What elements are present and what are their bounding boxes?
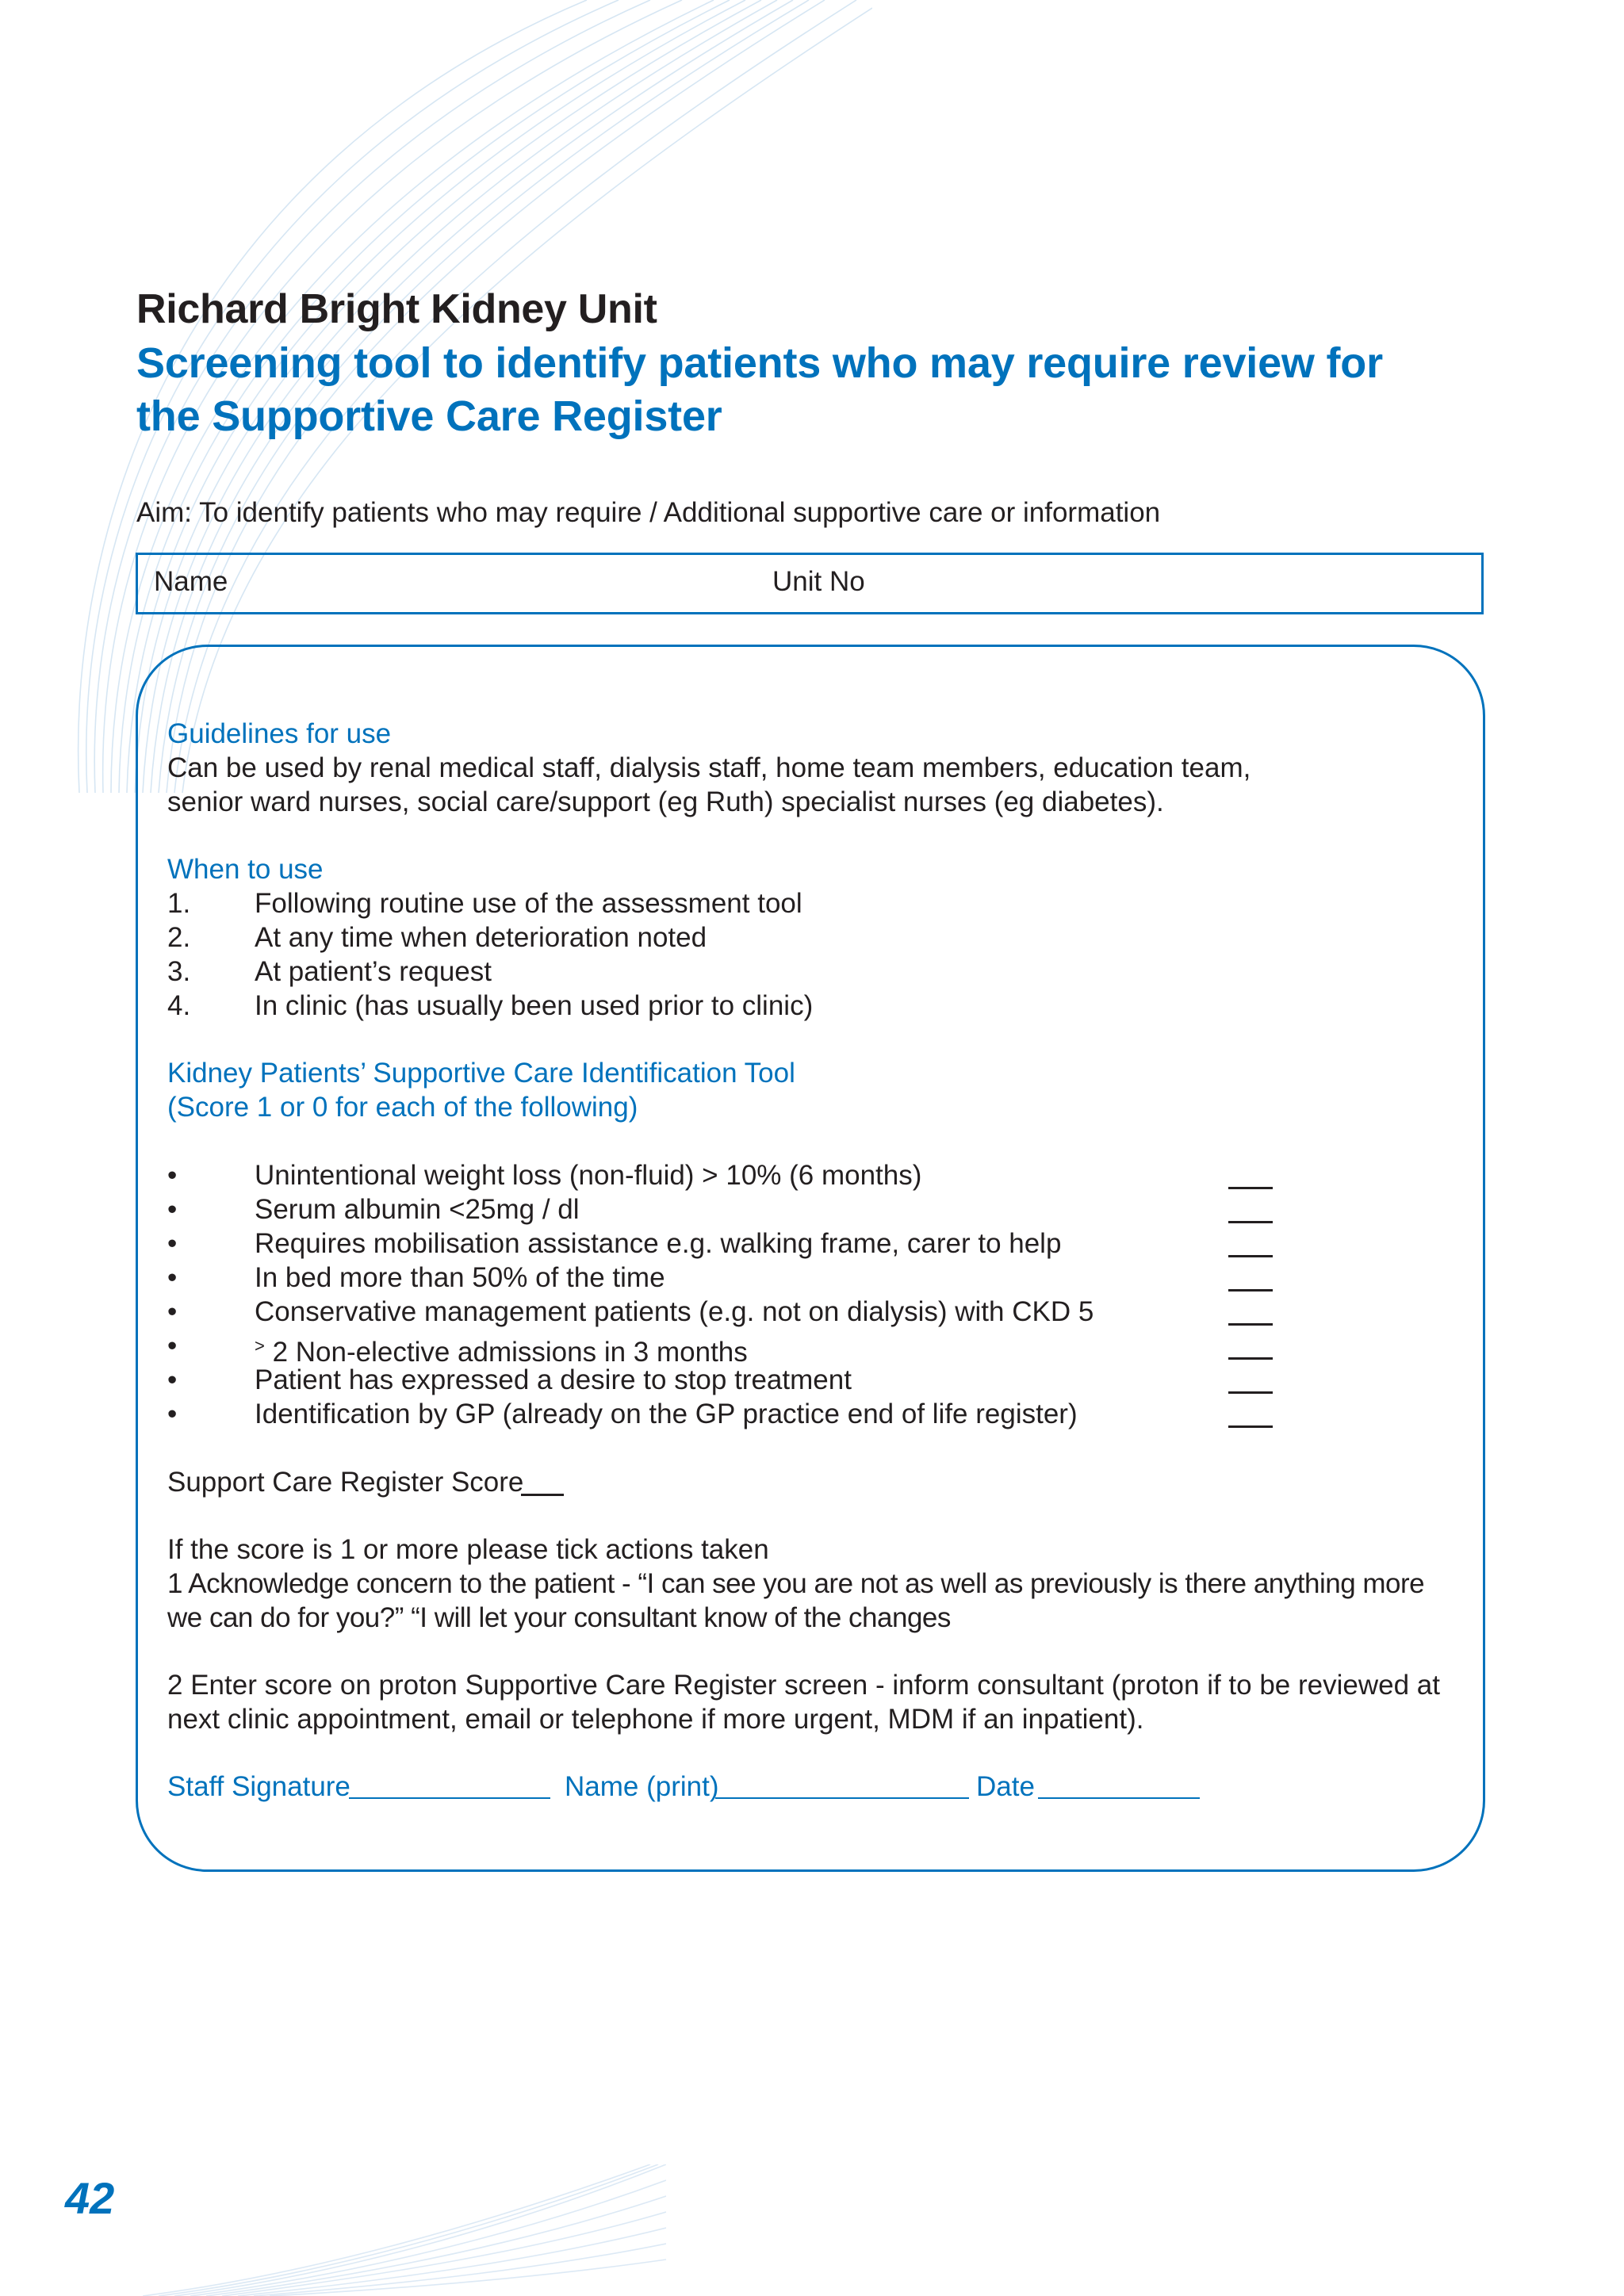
actions-intro: If the score is 1 or more please tick actions taken [167, 1534, 769, 1565]
action-1-text: we can do for you?” “I will let your consultant know of the changes [167, 1602, 951, 1633]
when-item-text: At patient’s request [255, 956, 492, 987]
guidelines-line: Can be used by renal medical staff, dialysis staff, home team members, education team, [167, 752, 1251, 783]
criterion-text: Unintentional weight loss (non-fluid) > 10% (6 months) [255, 1160, 922, 1191]
when-item-text: Following routine use of the assessment tool [255, 888, 802, 919]
date-line[interactable] [1038, 1797, 1200, 1799]
action-2-text: 2 Enter score on proton Supportive Care Register screen - inform consultant (proton if to be reviewed at [167, 1670, 1440, 1701]
criterion-score-blank[interactable] [1228, 1255, 1273, 1257]
guidelines-line: senior ward nurses, social care/support (eg Ruth) specialist nurses (eg diabetes). [167, 786, 1164, 817]
criterion-score-blank[interactable] [1228, 1425, 1273, 1428]
name-label: Name [154, 566, 228, 597]
criterion-bullet: • [167, 1228, 178, 1259]
criterion-bullet: • [167, 1364, 178, 1395]
score-blank[interactable] [521, 1494, 564, 1496]
action-2-text: next clinic appointment, email or telephone if more urgent, MDM if an inpatient). [167, 1704, 1144, 1735]
greater-than-symbol: > [255, 1336, 265, 1356]
criterion-text: Identification by GP (already on the GP practice end of life register) [255, 1399, 1078, 1429]
when-item-number: 3. [167, 956, 191, 987]
when-item-number: 2. [167, 922, 191, 953]
when-item-text: At any time when deterioration noted [255, 922, 707, 953]
score-label: Support Care Register Score [167, 1467, 524, 1498]
criterion-bullet: • [167, 1330, 178, 1361]
date-label: Date [976, 1771, 1035, 1802]
tool-title-line1: Screening tool to identify patients who may require review for [136, 339, 1383, 387]
criterion-text: Patient has expressed a desire to stop treatment [255, 1364, 852, 1395]
criterion-score-blank[interactable] [1228, 1221, 1273, 1223]
tool-title-line2: the Supportive Care Register [136, 392, 722, 440]
page-number: 42 [65, 2173, 115, 2223]
when-to-use-heading: When to use [167, 854, 324, 885]
criterion-score-blank[interactable] [1228, 1187, 1273, 1189]
tool-title [136, 337, 1524, 443]
criterion-score-blank[interactable] [1228, 1323, 1273, 1326]
unit-no-label: Unit No [772, 566, 865, 597]
criterion-bullet: • [167, 1296, 178, 1327]
criterion-bullet: • [167, 1160, 178, 1191]
criterion-score-blank[interactable] [1228, 1391, 1273, 1394]
criterion-bullet: • [167, 1262, 178, 1293]
criterion-text: Conservative management patients (e.g. not on dialysis) with CKD 5 [255, 1296, 1094, 1327]
when-item-text: In clinic (has usually been used prior to clinic) [255, 990, 814, 1021]
decorative-swirl-bottom [143, 2164, 666, 2296]
criterion-text: In bed more than 50% of the time [255, 1262, 665, 1293]
patient-id-box[interactable] [136, 553, 1484, 614]
staff-signature-label: Staff Signature [167, 1771, 350, 1802]
criterion-bullet: • [167, 1194, 178, 1225]
name-print-line[interactable] [715, 1797, 969, 1799]
criterion-score-blank[interactable] [1228, 1357, 1273, 1360]
unit-title: Richard Bright Kidney Unit [136, 286, 657, 332]
guidelines-heading: Guidelines for use [167, 718, 392, 749]
criterion-text-body: 2 Non-elective admissions in 3 months [272, 1337, 748, 1368]
staff-signature-line[interactable] [349, 1797, 550, 1799]
name-print-label: Name (print) [565, 1771, 719, 1802]
action-1-text: 1 Acknowledge concern to the patient - “I can see you are not as well as previously is there anything more [167, 1568, 1425, 1599]
when-item-number: 4. [167, 990, 191, 1021]
criterion-text: Serum albumin <25mg / dl [255, 1194, 580, 1225]
criterion-text: Requires mobilisation assistance e.g. walking frame, carer to help [255, 1228, 1062, 1259]
tool-subheading: (Score 1 or 0 for each of the following) [167, 1092, 638, 1123]
criterion-bullet: • [167, 1399, 178, 1429]
aim-statement: Aim: To identify patients who may require / Additional supportive care or information [136, 497, 1161, 528]
tool-heading: Kidney Patients’ Supportive Care Identification Tool [167, 1058, 795, 1089]
criterion-score-blank[interactable] [1228, 1289, 1273, 1292]
when-item-number: 1. [167, 888, 191, 919]
